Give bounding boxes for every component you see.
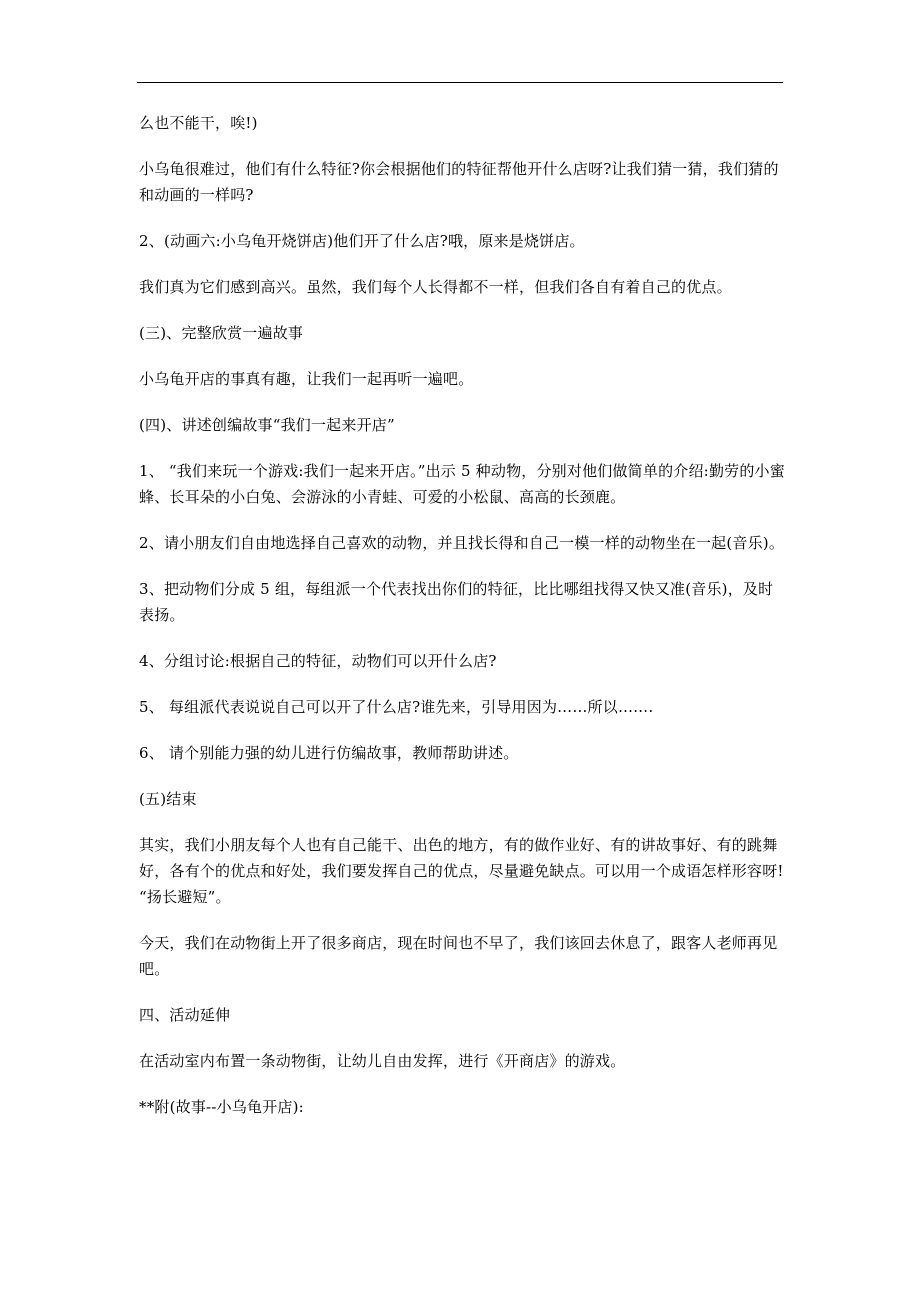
list-item: 5、 每组派代表说说自己可以开了什么店?谁先来，引导用因为……所以…….: [139, 698, 654, 716]
section-heading: (五)结束: [139, 790, 197, 808]
paragraph: 小乌龟开店的事真有趣，让我们一起再听一遍吧。: [139, 370, 474, 388]
header-rule: [137, 82, 783, 83]
appendix-heading: **附(故事--小乌龟开店):: [139, 1098, 304, 1116]
section-heading: 四、活动延伸: [139, 1006, 231, 1024]
section-heading: (四)、讲述创编故事“我们一起来开店”: [139, 416, 395, 434]
paragraph: 么也不能干，唉!): [139, 114, 258, 132]
paragraph: 在活动室内布置一条动物街，让幼儿自由发挥，进行《开商店》的游戏。: [139, 1052, 626, 1070]
list-item: 2、请小朋友们自由地选择自己喜欢的动物，并且找长得和自己一模一样的动物坐在一起(音乐)。: [139, 534, 785, 552]
paragraph: 我们真为它们感到高兴。虽然，我们每个人长得都不一样，但我们各自有着自己的优点。: [139, 278, 732, 296]
paragraph: 今天，我们在动物街上开了很多商店，现在时间也不早了，我们该回去休息了，跟客人老师再见吧。: [139, 934, 778, 978]
section-heading: (三)、完整欣赏一遍故事: [139, 324, 304, 342]
list-item: 3、把动物们分成 5 组，每组派一个代表找出你们的特征，比比哪组找得又快又准(音乐)，及时表扬。: [139, 580, 774, 624]
paragraph: 2、(动画六:小乌龟开烧饼店)他们开了什么店?哦，原来是烧饼店。: [139, 232, 585, 250]
paragraph: 小乌龟很难过，他们有什么特征?你会根据他们的特征帮他开什么店呀?让我们猜一猜，我们猜的和动画的一样吗?: [139, 160, 779, 204]
list-item: 1、 “我们来玩一个游戏:我们一起来开店。”出示 5 种动物，分别对他们做简单的介绍:勤劳的小蜜蜂、长耳朵的小白兔、会游泳的小青蛙、可爱的小松鼠、高高的长颈鹿。: [139, 462, 785, 506]
list-item: 4、分组讨论:根据自己的特征，动物们可以开什么店?: [139, 652, 497, 670]
document-body: [139, 110, 787, 1140]
paragraph: 其实，我们小朋友每个人也有自己能干、出色的地方，有的做作业好、有的讲故事好、有的跳舞好，各有个的优点和好处，我们要发挥自己的优点，尽量避免缺点。可以用一个成语怎样形容呀! “扬长避短”。: [139, 836, 784, 906]
list-item: 6、 请个别能力强的幼儿进行仿编故事，教师帮助讲述。: [139, 744, 519, 762]
